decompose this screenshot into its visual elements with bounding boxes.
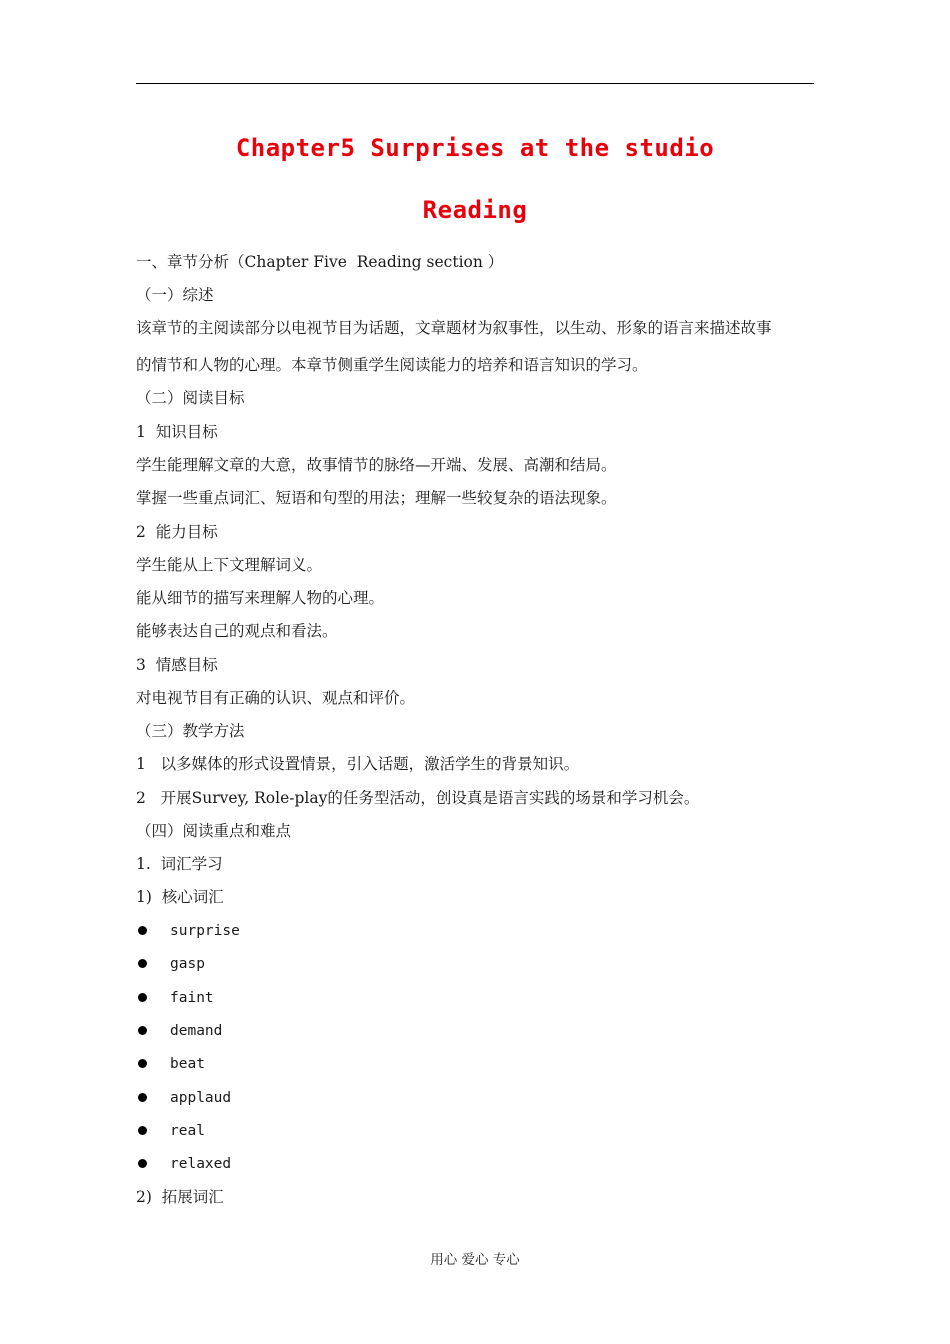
core-word-item: surprise xyxy=(170,923,240,939)
section-heading: 一、章节分析（Chapter Five Reading section ） xyxy=(136,253,504,271)
methods-heading: （三）教学方法 xyxy=(136,722,245,740)
header-rule xyxy=(136,83,814,84)
method-item-2: 2 开展Survey, Role-play的任务型活动，创设真是语言实践的场景和学习机会。 xyxy=(136,789,700,807)
method-item-1: 1 以多媒体的形式设置情景，引入话题，激活学生的背景知识。 xyxy=(136,755,580,773)
core-word-item: beat xyxy=(170,1056,205,1073)
bullet-icon xyxy=(138,926,147,935)
core-word-item: faint xyxy=(170,989,214,1006)
bullet-icon xyxy=(138,1126,147,1135)
goals-heading: （二）阅读目标 xyxy=(136,389,245,407)
goal1-item-b: 掌握一些重点词汇、短语和句型的用法；理解一些较复杂的语法现象。 xyxy=(136,489,617,507)
bullet-icon xyxy=(138,993,147,1002)
core-word-item: relaxed xyxy=(170,1156,232,1173)
goal1-item-a: 学生能理解文章的大意，故事情节的脉络—开端、发展、高潮和结局。 xyxy=(136,456,617,474)
bullet-icon xyxy=(138,1093,147,1102)
focus-heading: （四）阅读重点和难点 xyxy=(136,822,292,840)
page-footer: 用心 爱心 专心 xyxy=(430,1252,520,1268)
goal2-item-a: 学生能从上下文理解词义。 xyxy=(136,556,323,574)
goal2-item-b: 能从细节的描写来理解人物的心理。 xyxy=(136,589,385,607)
goal3-item-a: 对电视节目有正确的认识、观点和评价。 xyxy=(136,689,416,707)
bullet-icon xyxy=(138,959,147,968)
overview-paragraph-line-1: 该章节的主阅读部分以电视节目为话题，文章题材为叙事性，以生动、形象的语言来描述故事 xyxy=(136,319,772,337)
document-subtitle: Reading xyxy=(422,196,528,224)
document-title: Chapter5 Surprises at the studio xyxy=(235,134,715,162)
overview-paragraph-line-2: 的情节和人物的心理。本章节侧重学生阅读能力的培养和语言知识的学习。 xyxy=(136,356,648,374)
core-word-item: real xyxy=(170,1122,205,1139)
bullet-icon xyxy=(138,1159,147,1168)
goal2-item-c: 能够表达自己的观点和看法。 xyxy=(136,622,338,640)
bullet-icon xyxy=(138,1026,147,1035)
goal2-heading: 2 能力目标 xyxy=(136,523,218,541)
core-vocab-heading: 1) 核心词汇 xyxy=(136,888,224,906)
extended-vocab-heading: 2) 拓展词汇 xyxy=(136,1188,224,1206)
vocab-heading: 1. 词汇学习 xyxy=(136,855,223,873)
overview-heading: （一）综述 xyxy=(136,286,214,304)
goal3-heading: 3 情感目标 xyxy=(136,656,218,674)
core-word-item: applaud xyxy=(170,1089,232,1106)
core-word-item: gasp xyxy=(170,956,205,973)
goal1-heading: 1 知识目标 xyxy=(136,423,218,441)
bullet-icon xyxy=(138,1059,147,1068)
core-word-item: demand xyxy=(170,1022,223,1039)
